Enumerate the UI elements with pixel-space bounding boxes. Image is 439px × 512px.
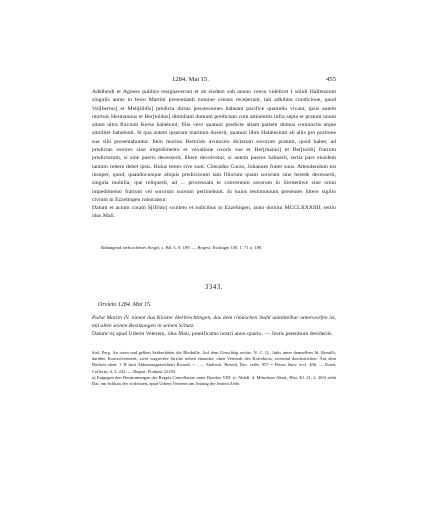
dateline: Orvieto 1284. Mai 15. xyxy=(98,302,152,308)
footnote: a) Entgegen den Bestimmungen der Regula Cancellariae unter Bonifaz VIII. (s. Abhdl. d. Münchner Akad., Hist. Kl. 21, 2, 365) steht Dat. am Schluss der vorletzten, apud Urbem Veterem am Anfang der letzten Zeile. xyxy=(92,374,336,387)
footnotes xyxy=(92,350,336,387)
charter-text xyxy=(92,88,336,221)
running-head-date: 1284. Mai 15. xyxy=(172,76,209,83)
datum-line: Datum^a) apud Urbem Veterem, idus Maii, pontificatus nostri anno quarto. — Justis petentium desideriis. xyxy=(92,331,333,337)
page-number: 455 xyxy=(326,76,336,83)
regest-summary: Pabst Martin IV. nimmt das Kloster Herbrechtingen, das dem römischen Stuhl unmittelbar unterworfen ist, mit allen seinen Besitzungen in seinen Schutz. xyxy=(92,315,336,329)
seal-note: Abhangend zerbrochenes Siegel, s. Bd. 5, S. 189. — Regest: Esslinger UB. 1, 71 n. 189. xyxy=(100,245,263,250)
body-paragraph: Datum et actum coram S[ifrido] sculteto et iudicibus in Ezzelingen, anno domini MCCLXXXIIII, tertio idus Maii. xyxy=(92,205,336,220)
footnote: Stal. Perg. An roten und gelben Seidenfäden die Bleibulle. Auf dem Umschlag rechts: N. C. Q., links unter demselben Jd. Romilli, darüber Kontrolvermerk, zwei wagrechte Striche neben einander; oben Vermerk des Korrektors, zweimal durchstrichen. Auf dem Rücken oben: † R (mit Abkürzungszeichen) Ricardi. + . — Abdruck: Besold, Doc. rediv. 957 = Petrus Suev. eccl. 406. — Kuen, Collectio 4, 3, 222. — Regest: Potthast 22138. xyxy=(92,350,336,374)
document-number: 3343. xyxy=(204,284,224,291)
body-paragraph: Adelheidi et Agnese publice resignaverunt et ab eisdem sub annuo censu videlicet I solidi Hallensium singulis annis in festo Martini presentandi nomine census receperunt, tali adhibita condicione, quod Vol[bertus] et Meh[tildis] predicta dictas possessiones habeant pacifice quamdiu vivant, ipsis autem mortuis Hermannus et Ber[toldus] dimidiam domum predictam cum attinentiis infra septa et pratum unum situm ultra fluvium Kerse habebunt, filie vero quatuor predicte aliam partem domus coniunctis atque similiter habebunt. Si qua autem ipsarum maritum duxerit, quatuor libre Hallensium ab aliis pro portione sua sibi presentabuntur. Item morino Bertoldo avunculo dictarum sororum pratum, quod habet, ad predictas sorores sine impedimento et vexatione uxoris sue et Her[manni] et Ber[toldi] fratrum predictorum, si sine pueris decesserit, libere devolvetur, si autem pueros habuerit, tertia pars eiusdem tantum cedere debet ipsis. Huius testes sive sunt: Cônradus Curzo, Johannes frater suus. Attendendum est insuper, quod, quandocunque aliquis predictorum tam filiorum quam sororum sine herede decesserit, singula mobilia, que reliquerit, ad ... prioressam et conventum sororum in Sirmenlwe sine omni impedimento fratrum vel sororum suorum pertinebunt. In huius testimonium presentes littere sigillo civium in Ezzelingen roborantur. xyxy=(92,89,336,203)
